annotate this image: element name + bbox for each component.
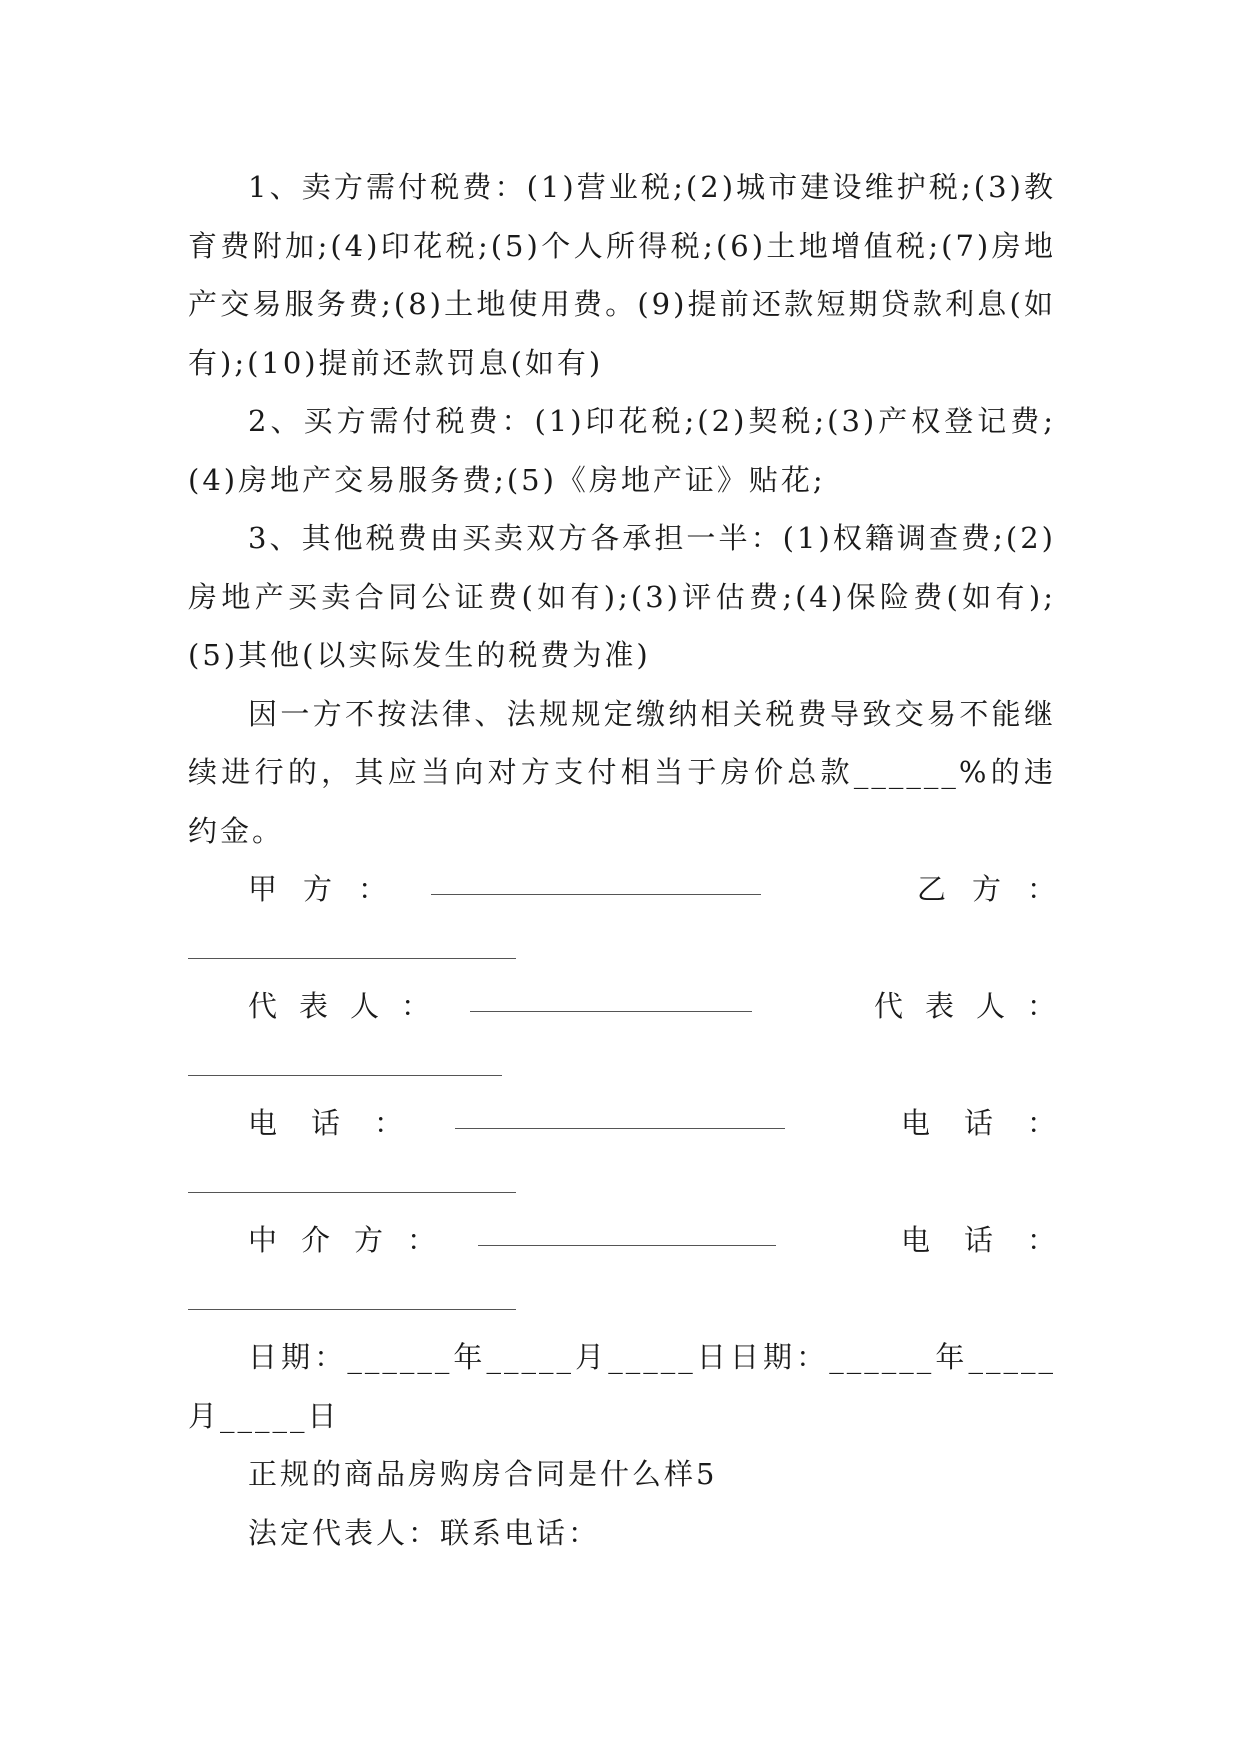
agent-phone-label: 电话：: [900, 1223, 1090, 1257]
signature-row-agent: [188, 1211, 1090, 1270]
clause-penalty: 因一方不按法律、法规规定缴纳相关税费导致交易不能继续进行的，其应当向对方支付相当于房价总款______%的违约金。: [188, 696, 1056, 848]
signature-row-parties: [188, 860, 1082, 919]
phone-b-line[interactable]: [188, 1191, 516, 1193]
phone-a-line[interactable]: [455, 1127, 785, 1129]
party-a-signature-line[interactable]: [431, 893, 761, 895]
phone-b-label: 电话：: [900, 1106, 1090, 1140]
signature-row-representatives: [188, 977, 1078, 1036]
section-heading: 正规的商品房购房合同是什么样5: [248, 1457, 718, 1491]
agent-label: 中介方：: [248, 1223, 461, 1257]
document-page: [188, 158, 1090, 1562]
rep-a-label: 代表人：: [248, 989, 453, 1023]
phone-a-label: 电话：: [248, 1106, 438, 1140]
party-b-label: 乙方：: [916, 872, 1082, 906]
signature-row-phones: [188, 1094, 1090, 1153]
agent-phone-line-wrap: [188, 1270, 1056, 1329]
agent-signature-line[interactable]: [478, 1244, 776, 1246]
party-b-signature-line-wrap: [188, 919, 1056, 978]
rep-b-label: 代表人：: [873, 989, 1078, 1023]
phone-b-line-wrap: [188, 1153, 1056, 1212]
clause-buyer-taxes: 2、买方需付税费：(1)印花税;(2)契税;(3)产权登记费;(4)房地产交易服务费;(5)《房地产证》贴花;: [188, 404, 1056, 497]
clause-seller-taxes: 1、卖方需付税费：(1)营业税;(2)城市建设维护税;(3)教育费附加;(4)印花税;(5)个人所得税;(6)土地增值税;(7)房地产交易服务费;(8)土地使用费。(9)提前还款短期贷款利息(如有);(10)提前还款罚息(如有): [188, 170, 1056, 380]
rep-b-signature-line-wrap: [188, 1036, 1056, 1095]
agent-phone-line[interactable]: [188, 1308, 516, 1310]
clause-shared-taxes: 3、其他税费由买卖双方各承担一半：(1)权籍调查费;(2)房地产买卖合同公证费(如有);(3)评估费;(4)保险费(如有);(5)其他(以实际发生的税费为准): [188, 521, 1056, 672]
date-line: 日期：______年_____月_____日日期：______年_____月_____日: [188, 1340, 1056, 1433]
rep-a-signature-line[interactable]: [470, 1010, 752, 1012]
rep-b-signature-line[interactable]: [188, 1074, 502, 1076]
party-b-signature-line[interactable]: [188, 957, 516, 959]
party-a-label: 甲方：: [248, 872, 414, 906]
legal-rep-contact-line: 法定代表人：联系电话：: [248, 1515, 601, 1550]
